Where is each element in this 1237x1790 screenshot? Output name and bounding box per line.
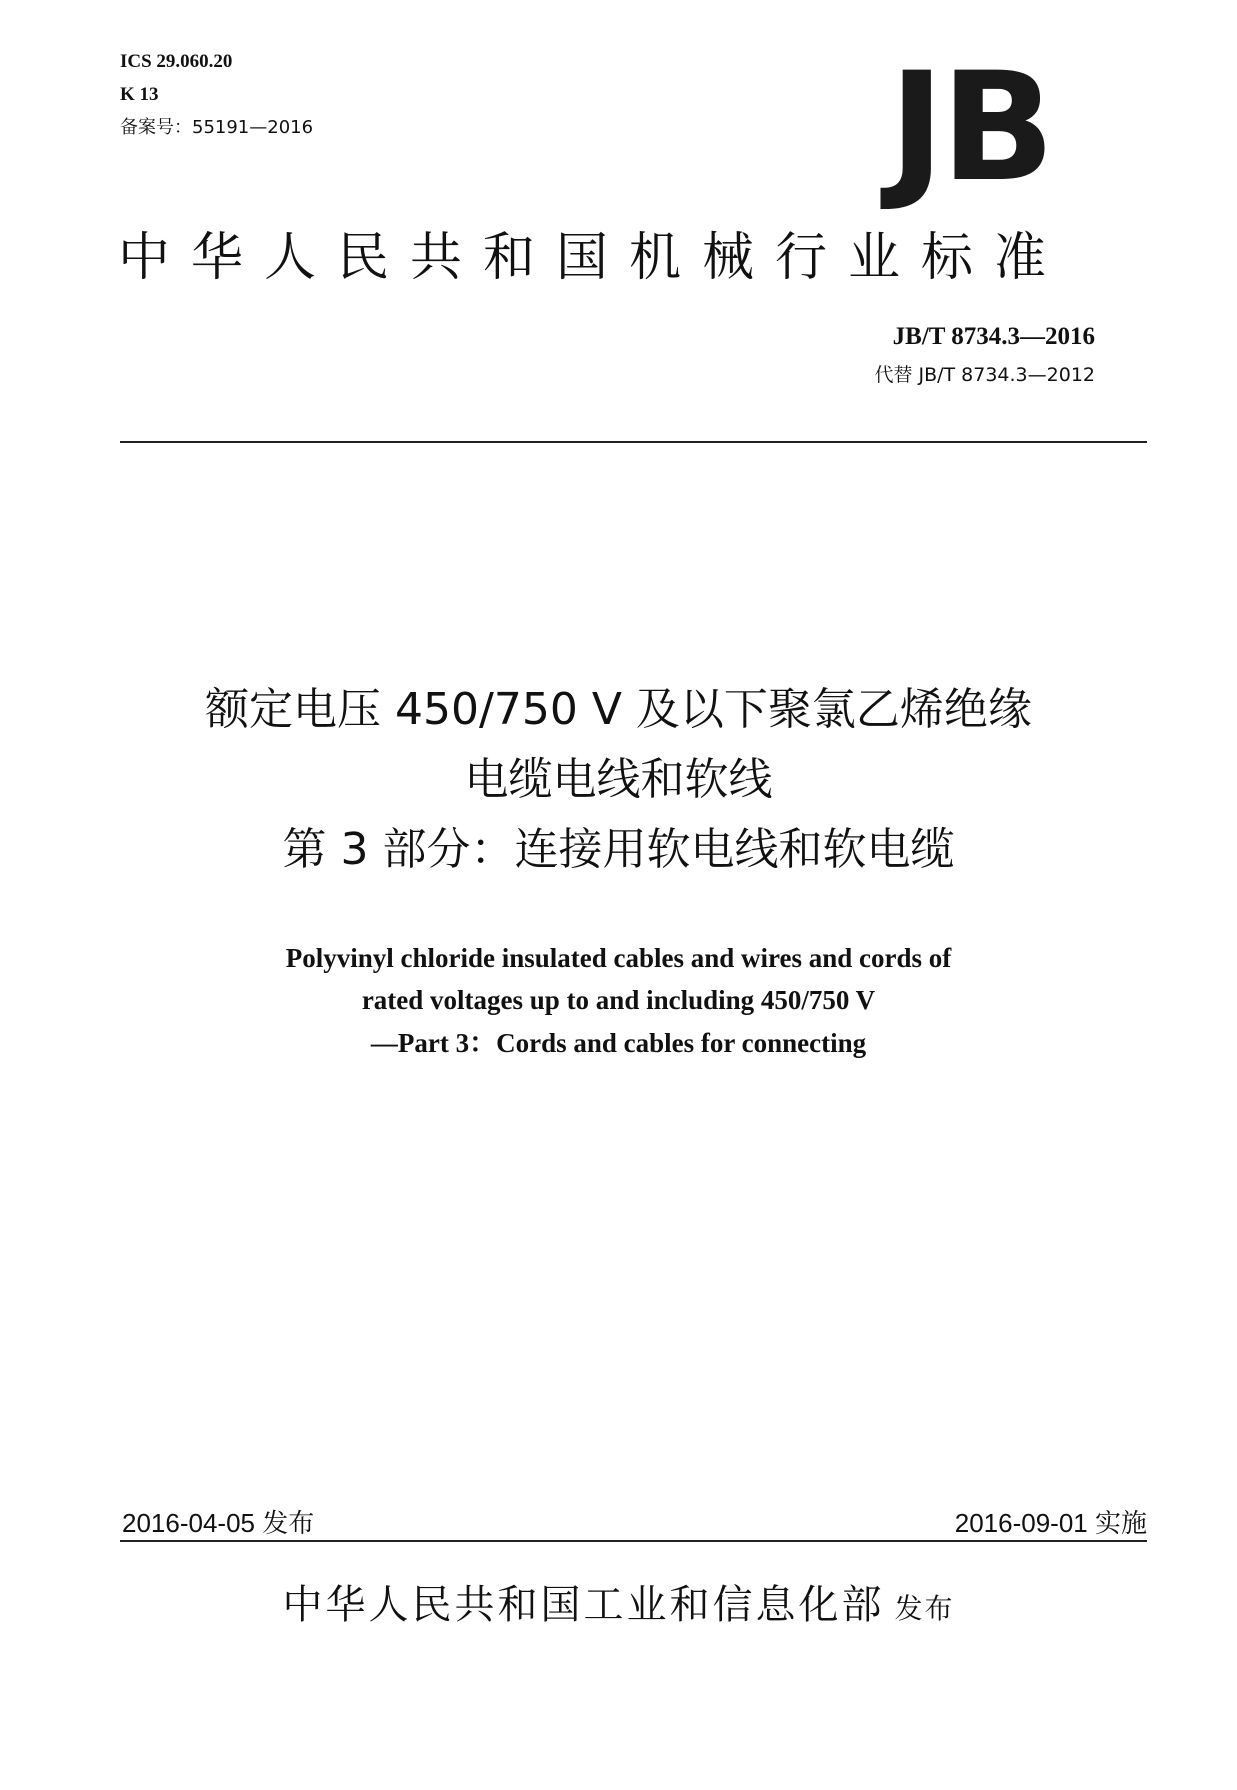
issue-date: 2016-04-05 发布 — [122, 1508, 315, 1538]
publisher-name: 中华人民共和国工业和信息化部 — [282, 1582, 885, 1628]
top-divider — [120, 441, 1147, 443]
ics-code: ICS 29.060.20 — [120, 51, 233, 72]
cn-title-line-1: 额定电压 450/750 V 及以下聚氯乙烯绝缘 — [205, 684, 1032, 735]
replaces-standard: 代替 JB/T 8734.3—2012 — [874, 364, 1095, 386]
standard-number — [893, 322, 1095, 351]
cn-title-line-3: 第 3 部分：连接用软电线和软电缆 — [282, 824, 955, 875]
classification-code: K 13 — [120, 84, 159, 105]
publisher — [0, 1578, 1237, 1636]
cn-title-line-2: 电缆电线和软线 — [464, 754, 773, 805]
standard-category-title: 中华人民共和国机械行业标准 — [118, 228, 1068, 288]
publisher-suffix: 发布 — [894, 1592, 955, 1625]
bottom-divider — [120, 1540, 1147, 1542]
jb-logo: JB — [888, 41, 1052, 215]
en-title-line-2: rated voltages up to and including 450/750 V — [361, 985, 876, 1015]
implementation-date: 2016-09-01 实施 — [954, 1508, 1147, 1538]
en-title-line-3: —Part 3：Cords and cables for connecting — [370, 1028, 867, 1058]
en-title-line-1: Polyvinyl chloride insulated cables and wires and cords of — [285, 943, 952, 973]
record-number: 备案号：55191—2016 — [120, 117, 314, 138]
standard-number-text: JB/T 8734.3—2016 — [892, 323, 1095, 350]
